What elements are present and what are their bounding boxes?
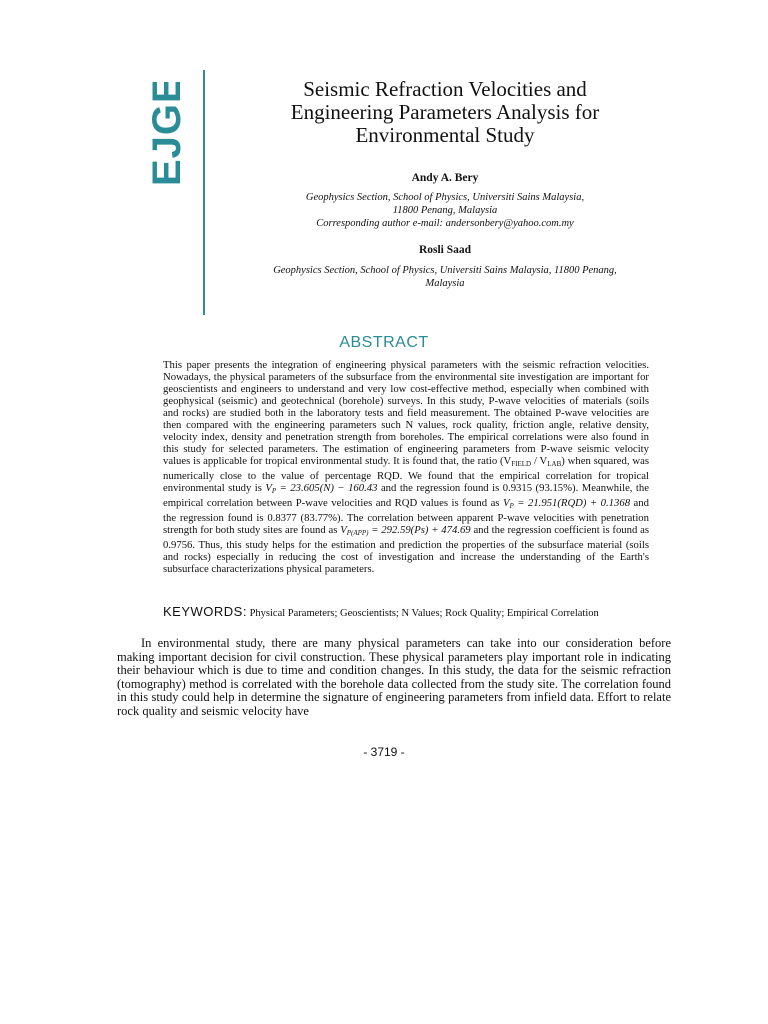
abstract-heading: ABSTRACT [339,334,429,351]
author-name: Rosli Saad [418,244,472,256]
keywords-text: Physical Parameters; Geoscientists; N Values; Rock Quality; Empirical Correlation [249,608,599,619]
author-name: Andy A. Bery [411,172,479,184]
paper-title [230,78,660,147]
author-affiliation [230,264,660,290]
header-divider [203,70,205,315]
equation: $V_{P(APP)} = 292.59(Ps) + 474.69$ [340,524,471,537]
title-line: Environmental Study [355,123,535,147]
affiliation-line: 11800 Penang, Malaysia [392,205,498,216]
subscript: LAB [547,460,562,468]
title-line: Seismic Refraction Velocities and [303,77,587,101]
abstract-part: and the regression found is 0.8377 (83.77%). The correlation between apparent P-wave velocities with penetration strength for both study sites are found as [163,497,649,536]
keywords-label: KEYWORDS: [163,604,247,619]
corresponding-email: Corresponding author e-mail: andersonbery@yahoo.com.my [316,218,574,229]
body-text [117,637,671,718]
equation: $V_P = 21.951(RQD) + 0.1368$ [502,497,631,510]
body-paragraph: In environmental study, there are many physical parameters can take into our consideration before making important decision for civil construction. These physical parameters play important role in indicating their behaviour which is due to time and condition changes. In this study, the data for the seismic refraction (tomography) method is correlated with the borehole data collected from the study site. The correlation found in this study could help in determine the signature of engineering parameters from infield data. Effort to relate rock quality and seismic velocity have [117,636,671,718]
page-number: - 3719 - [363,745,405,759]
abstract-part: and the regression found is 0.9315 (93.15%). Meanwhile, the empirical correlation between P-wave velocities and RQD values is found as [163,482,649,509]
abstract-part: ) when squared, was numerically close to the value of percentage RQD. We found that the empirical correlation for tropical environmental study is [163,455,649,494]
subscript: FIELD [511,460,532,468]
abstract-part: This paper presents the integration of engineering physical parameters with the seismic refraction velocities. Nowadays, the physical parameters of the subsurface from the environmental site investigation are important for geoscientists and engineers to understand and very low cost-effective method, especially when combined with geophysical (seismic) and geotechnical (borehole) surveys. In this study, P-wave velocities of materials (soils and rocks) are studied both in the laboratory tests and field measurement. The obtained P-wave velocities are then compared with the engineering parameters such N values, rock quality, friction angle, relative density, velocity index, density and penetration strength from boreholes. The empirical correlations were also found in this study for selected parameters. The estimation of engineering parameters from P-wave seismic velocity values is applicable for tropical environmental study. It is found that, the ratio (V [163,359,649,467]
journal-logo-text: EJGE [145,82,188,186]
abstract-part: and the regression coefficient is found as 0.9756. Thus, this study helps for the estimation and prediction the properties of the subsurface material (soils and rocks) especially in reducing the cost of investigation and increase the understanding of the Earth's subsurface characterizations physical parameters. [163,524,650,575]
abstract-text [163,359,649,575]
journal-logo [138,82,188,186]
affiliation-line: Geophysics Section, School of Physics, Universiti Sains Malaysia, [305,192,585,203]
abstract-part: / V [531,455,548,467]
affiliation-line: Malaysia [425,278,465,289]
title-line: Engineering Parameters Analysis for [290,100,600,124]
keywords [163,605,649,620]
equation: $V_P = 23.605(N) - 160.43$ [265,482,378,495]
author-affiliation [230,191,660,230]
affiliation-line: Geophysics Section, School of Physics, Universiti Sains Malaysia, 11800 Penang, [273,265,617,276]
